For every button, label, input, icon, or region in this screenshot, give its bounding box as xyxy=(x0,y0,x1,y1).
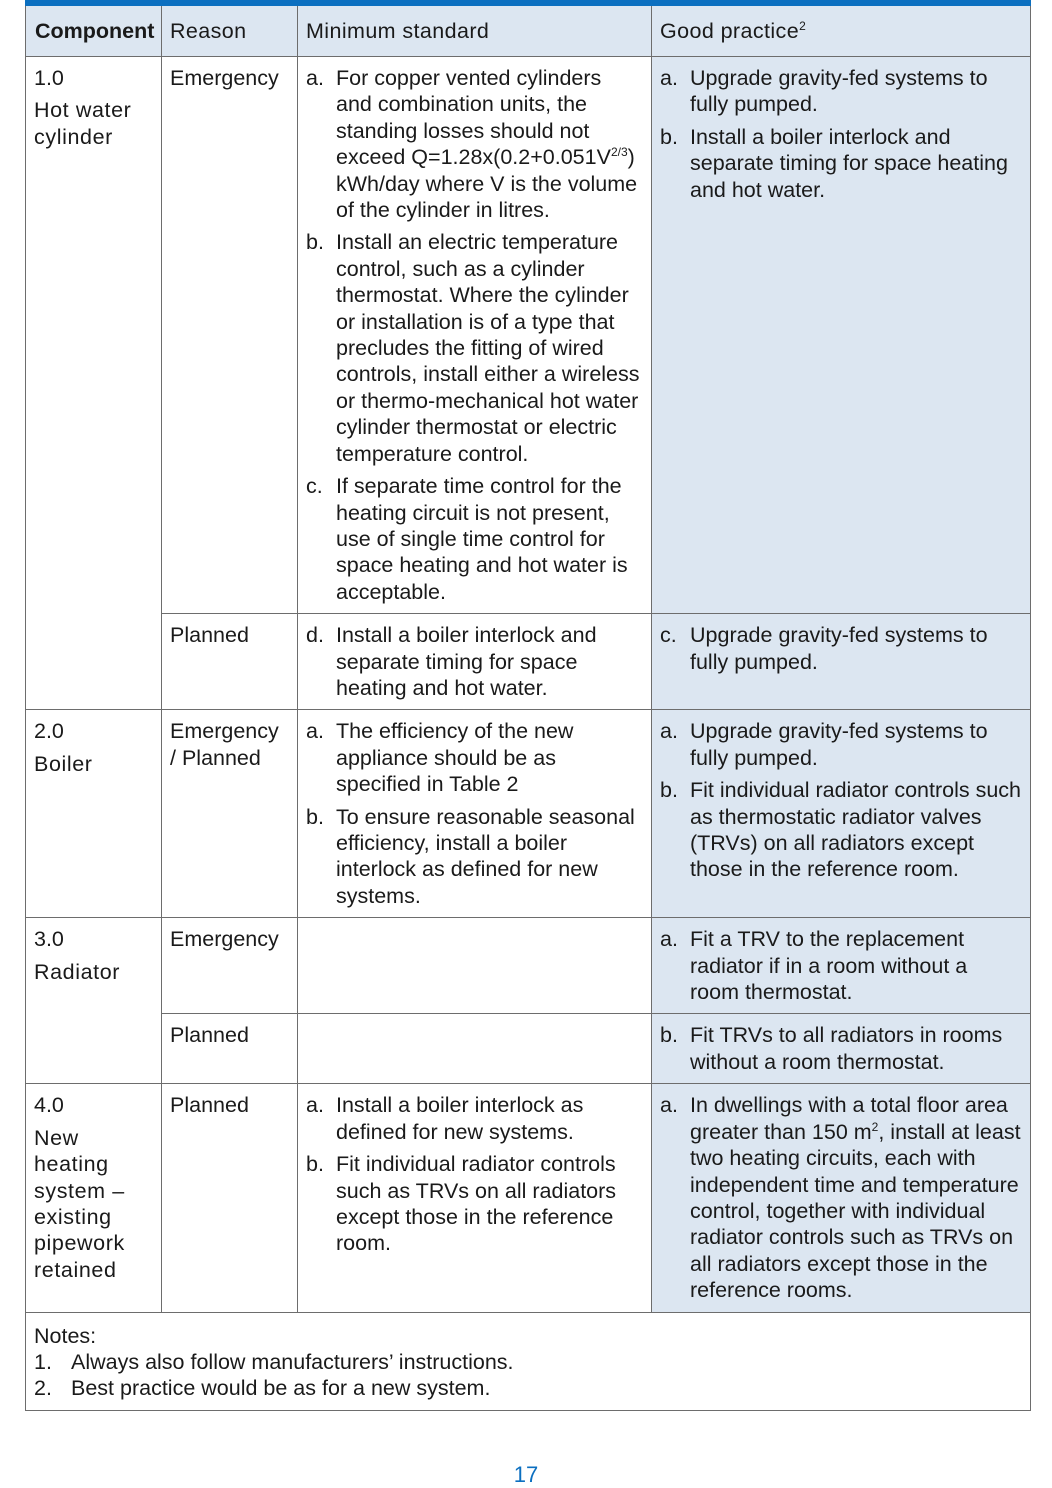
list-item: a. Fit a TRV to the replacement radiator if in a room without a room thermostat. xyxy=(660,927,968,1004)
component-cell xyxy=(26,1084,162,1312)
good-practice-cell xyxy=(652,1084,1031,1312)
component-number: 4.0 xyxy=(34,1093,64,1118)
table-row-radiator-planned xyxy=(26,1014,1031,1084)
header-good-practice xyxy=(652,3,1031,57)
note-2: 2. Best practice would be as for a new system. xyxy=(34,1376,491,1401)
notes-cell xyxy=(26,1312,1031,1410)
component-name: Boiler xyxy=(34,751,93,776)
list-item: b. To ensure reasonable seasonal efficiency, install a boiler interlock as defined for new systems. xyxy=(306,804,635,908)
notes-row xyxy=(26,1312,1031,1410)
minimum-standard-cell xyxy=(298,1014,652,1084)
component-number: 3.0 xyxy=(34,927,64,952)
list-item: b. Fit individual radiator controls such as TRVs on all radiators except those in the reference room. xyxy=(306,1152,617,1256)
good-practice-cell xyxy=(652,710,1031,918)
good-practice-cell xyxy=(652,614,1031,710)
minimum-standard-cell xyxy=(298,918,652,1014)
header-row xyxy=(26,3,1031,57)
component-number: 1.0 xyxy=(34,66,64,90)
standards-table xyxy=(25,0,1031,1411)
list-item: c. Upgrade gravity-fed systems to fully pumped. xyxy=(660,623,988,674)
header-minimum-standard: Minimum standard xyxy=(298,3,652,57)
good-practice-cell xyxy=(652,1014,1031,1084)
list-item: a. In dwellings with a total floor area greater than 150 $m^2$, install at least two heating circuits, each with independent time and temperature control, together with individual radiator controls such as TRVs on all radiators except those in the reference rooms. xyxy=(660,1093,1021,1303)
list-item: b. Install an electric temperature control, such as a cylinder thermostat. Where the cylinder or installation is of a type that precludes the fitting of wired controls, install either a wireless or thermo-mechanical hot water cylinder thermostat or electric temperature control. xyxy=(306,230,640,466)
header-reason: Reason xyxy=(162,3,298,57)
reason-cell: Emergency / Planned xyxy=(162,710,298,918)
footnote-ref-2: 2 xyxy=(799,18,807,33)
list-item: a. Upgrade gravity-fed systems to fully pumped. xyxy=(660,66,988,117)
minimum-standard-cell xyxy=(298,57,652,614)
component-name: Hot water cylinder xyxy=(34,98,132,149)
table-row-hot-water-emergency xyxy=(26,57,1031,614)
table-row-radiator-emergency xyxy=(26,918,1031,1014)
good-practice-cell xyxy=(652,918,1031,1014)
reason-cell: Planned xyxy=(162,1084,298,1312)
list-item: b. Fit TRVs to all radiators in rooms without a room thermostat. xyxy=(660,1023,1003,1074)
component-name: Radiator xyxy=(34,959,121,984)
reason-cell: Emergency xyxy=(162,918,298,1014)
header-good-practice-label: Good practice xyxy=(660,18,800,43)
note-1: 1. Always also follow manufacturers’ instructions. xyxy=(34,1350,514,1375)
table-row-hot-water-planned xyxy=(26,614,1031,710)
component-number: 2.0 xyxy=(34,719,64,744)
list-item: b. Install a boiler interlock and separate timing for space heating and hot water. xyxy=(660,124,1008,202)
list-item: a. Upgrade gravity-fed systems to fully pumped. xyxy=(660,719,988,770)
component-cell xyxy=(26,918,162,1084)
notes-title: Notes: xyxy=(34,1323,97,1348)
list-item: a. The efficiency of the new appliance should be as specified in Table 2 xyxy=(306,719,574,797)
header-component: Component xyxy=(26,3,162,57)
page-number: 17 xyxy=(513,1462,539,1487)
minimum-standard-cell xyxy=(298,614,652,710)
table-row-boiler xyxy=(26,710,1031,918)
component-cell xyxy=(26,710,162,918)
list-item: b. Fit individual radiator controls such as thermostatic radiator valves (TRVs) on all radiators except those in the reference room. xyxy=(660,778,1022,882)
reason-cell: Emergency xyxy=(162,57,298,614)
list-item: a. Install a boiler interlock as defined for new systems. xyxy=(306,1093,584,1144)
good-practice-cell xyxy=(652,57,1031,614)
list-item: c. If separate time control for the heating circuit is not present, use of single time control for space heating and hot water is acceptable. xyxy=(306,474,628,604)
list-item: d. Install a boiler interlock and separate timing for space heating and hot water. xyxy=(306,623,597,700)
reason-cell: Planned xyxy=(162,1014,298,1084)
component-cell xyxy=(26,57,162,710)
component-name: New heating system – existing pipework retained xyxy=(34,1125,125,1282)
table-row-new-heating-system xyxy=(26,1084,1031,1312)
minimum-standard-cell xyxy=(298,1084,652,1312)
list-item: a. For copper vented cylinders and combination units, the standing losses should not exceed $Q=1.28x(0.2+0.051V^{2/3})$ kWh/day where V is the volume of the cylinder in litres. xyxy=(306,66,638,223)
minimum-standard-cell xyxy=(298,710,652,918)
reason-cell: Planned xyxy=(162,614,298,710)
